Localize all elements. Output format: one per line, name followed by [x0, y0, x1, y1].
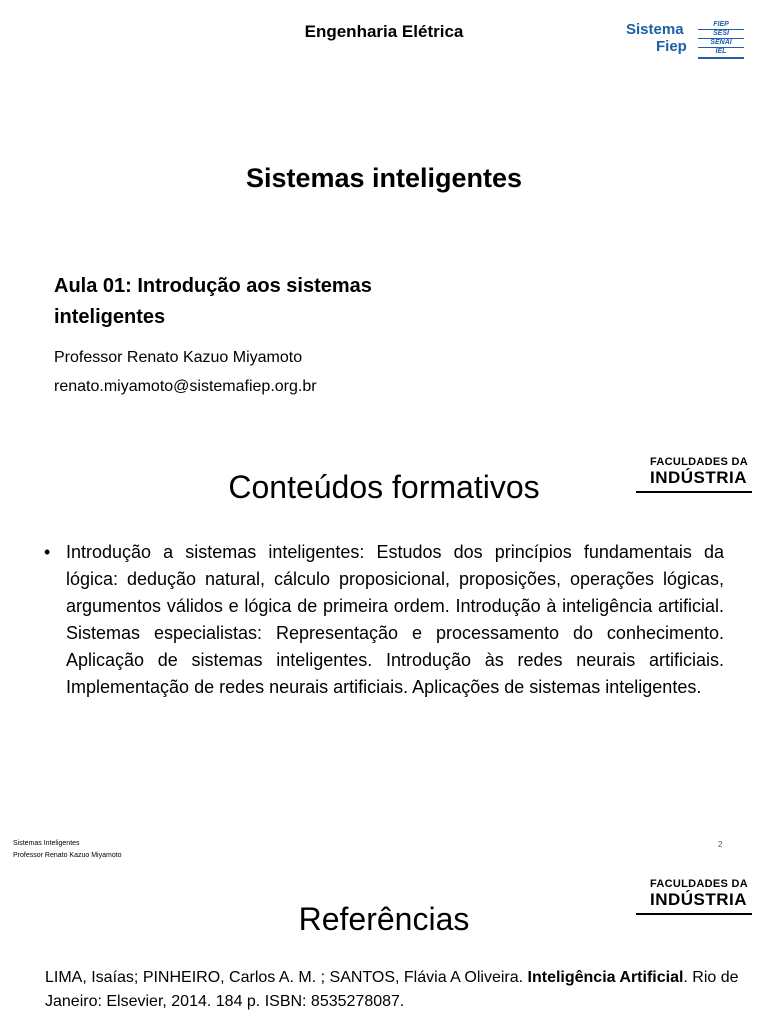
professor-name: Professor Renato Kazuo Miyamoto — [54, 349, 303, 366]
logo-line-2: INDÚSTRIA — [650, 890, 748, 909]
logo-unit: SESI — [698, 29, 744, 38]
sistema-fiep-logo — [626, 20, 746, 58]
course-title: Sistemas inteligentes — [245, 163, 523, 193]
logo-units-stack — [698, 21, 744, 59]
logo-unit: FIEP — [713, 21, 729, 28]
logo-unit: SENAI — [698, 38, 744, 47]
section-title-references: Referências — [298, 901, 470, 937]
contents-text: Introdução a sistemas inteligentes: Estudos dos princípios fundamentais da lógica: dedução natural, cálculo proposicional, proposições, operações lógicas, argumentos válidos e lógica de primeira ordem. Introdução à inteligência artificial. Sistemas especialistas: Representação e processamento do conhecimento. Aplicação de sistemas inteligentes. Introdução às redes neurais artificiais. Implementação de redes neurais artificiais. Aplicações de sistemas inteligentes. — [66, 542, 724, 697]
reference-title: Inteligência Artificial — [527, 969, 684, 986]
page-number: 2 — [718, 840, 723, 849]
department-header: Engenharia Elétrica — [304, 22, 464, 41]
reference-publication: . Rio de Janeiro: Elsevier, 2014. 184 p. ISBN: 8535278087. — [45, 969, 739, 1010]
section-title-contents: Conteúdos formativos — [228, 469, 540, 505]
logo-unit: IEL — [698, 47, 744, 56]
reference-authors: LIMA, Isaías; PINHEIRO, Carlos A. M. ; SANTOS, Flávia A Oliveira. — [45, 969, 528, 986]
reference-entry — [45, 966, 745, 1014]
footer-professor: Professor Renato Kazuo Miyamoto — [13, 852, 122, 859]
professor-email: renato.miyamoto@sistemafiep.org.br — [54, 378, 317, 395]
logo-underline — [698, 57, 744, 59]
logo-line-1: FACULDADES DA — [650, 456, 749, 468]
logo-word-sistema: Sistema — [626, 21, 684, 38]
logo-line-1: FACULDADES DA — [650, 878, 749, 890]
contents-bullet-item — [44, 539, 724, 701]
logo-line-2: INDÚSTRIA — [650, 468, 748, 487]
lesson-title: Aula 01: Introdução aos sistemas inteligentes — [54, 275, 372, 328]
bullet-icon: • — [44, 542, 51, 562]
footer-course: Sistemas Inteligentes — [13, 840, 80, 847]
logo-word-fiep: Fiep — [656, 38, 687, 55]
